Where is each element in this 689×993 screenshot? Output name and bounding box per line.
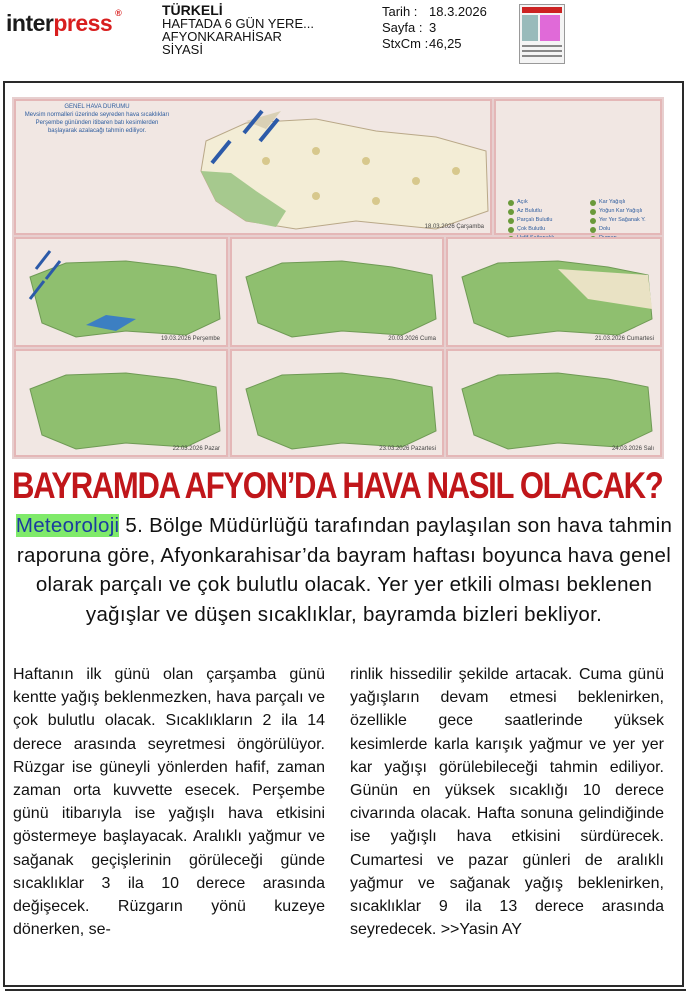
- panel-date: 20.03.2026 Cuma: [388, 336, 436, 342]
- date-label: Tarih :: [382, 4, 418, 19]
- page-thumbnail[interactable]: [519, 4, 565, 64]
- clipping-title: HAFTADA 6 GÜN YERE...: [162, 16, 314, 31]
- legend-item: Çok Bulutlu: [517, 226, 546, 232]
- turkey-map-icon: [448, 239, 662, 347]
- legend-item: Dolu: [599, 226, 611, 232]
- clipping-city: AFYONKARAHİSAR: [162, 29, 282, 44]
- legend-item: Kar Yağışlı: [599, 199, 626, 205]
- article-column-2: rinlik hissedilir şekilde artacak. Cuma günü yağışların devam etmesi beklenirken, özellikle gece saatlerinde yüksek kesimlerde karla karışık yağmur ve yer yer kar yağışı görülebileceği tahmin ediliyor. Günün en yüksek sıcaklığı 10 derece civarında olacak. Hafta sonuna gelindiğinde ise yağışlı hava etkisini sürdürecek. Cumartesi ve pazar günleri de aralıklı yağmur ve sağanak yağış beklenirken, sıcaklıklar 9 ila 13 derece arasında seyredecek. >>Yasin AY: [350, 666, 664, 939]
- legend-item: Yer Yer Sağanak Y.: [599, 217, 646, 223]
- legend-item: Yoğun Kar Yağışlı: [599, 208, 643, 214]
- bottom-rule: [5, 989, 686, 991]
- turkey-map-icon: [232, 351, 444, 457]
- article-lead: [14, 511, 674, 629]
- clipping-header: [0, 0, 689, 72]
- interpress-logo: [6, 8, 122, 37]
- forecast-note-text: Mevsim normalleri üzerinde seyreden hava sıcaklıkları Perşembe gününden itibaren batı kesimlerden başlayarak azalacağı tahmin ediliyor.: [24, 112, 170, 134]
- panel-date: 23.03.2026 Pazartesi: [379, 446, 436, 452]
- turkey-map-icon: [16, 239, 228, 347]
- registered-mark: ®: [115, 8, 122, 18]
- clipping-meta: [382, 4, 487, 52]
- turkey-map-icon: [16, 351, 228, 457]
- article-headline: BAYRAMDA AFYON’DA HAVA NASIL OLACAK?: [12, 465, 663, 506]
- legend-item: Az Bulutlu: [517, 208, 542, 214]
- logo-right-text: press: [53, 10, 113, 36]
- logo-left-text: inter: [6, 10, 54, 36]
- weather-forecast-figure: [12, 97, 664, 459]
- turkey-map-icon: [232, 239, 444, 347]
- panel-date: 18.03.2026 Çarşamba: [424, 224, 484, 230]
- map-panel-saturday: [446, 237, 662, 347]
- page-label: Sayfa :: [382, 20, 423, 35]
- map-panel-thursday: [14, 237, 228, 347]
- panel-date: 24.03.2026 Salı: [611, 446, 654, 452]
- panel-date: 21.03.2026 Cumartesi: [594, 336, 654, 342]
- map-panel-tuesday: [446, 349, 662, 457]
- turkey-map-icon: [448, 351, 662, 457]
- publication-info: [162, 4, 314, 56]
- stxcm-label: StxCm :: [382, 36, 429, 51]
- map-panel-monday: [230, 349, 444, 457]
- map-panel-friday: [230, 237, 444, 347]
- map-panel-wednesday: [14, 99, 492, 235]
- panel-date: 19.03.2026 Perşembe: [160, 336, 220, 342]
- page-value: 3: [429, 20, 437, 35]
- stxcm-value: 46,25: [429, 36, 462, 51]
- map-panel-sunday: [14, 349, 228, 457]
- lead-highlight: Meteoroloji: [15, 514, 120, 537]
- lead-text: 5. Bölge Müdürlüğü tarafından paylaşılan son hava tahmin raporuna göre, Afyonkarahisar’da bayram haftası boyunca hava genel olarak parçalı ve çok bulutlu olacak. Yer yer etkili olması beklenen yağışlar ve düşen sıcaklıklar, bayramda bizleri bekliyor.: [16, 514, 673, 626]
- article-column-1: Haftanın ilk günü olan çarşamba günü kentte yağış beklenmezken, hava parçalı ve çok bulutlu olacak. Sıcaklıkların 2 ila 14 derece arasında seyretmesi öngörülüyor. Rüzgar ise güneyli yönlerden hafif, zaman zaman orta kuvvette esecek. Perşembe günü itibarıyla ise yağışlı hava etkisini göstermeye başlayacak. Aralıklı yağmur ve sağanak geçişlerinin görüleceği günde sıcaklıklar 3 ila 10 derece arasında değişecek. Rüzgarın yönü kuzeye dönerken, se-: [13, 666, 325, 939]
- panel-date: 22.03.2026 Pazar: [172, 446, 220, 452]
- forecast-note-title: GENEL HAVA DURUMU: [64, 104, 130, 110]
- date-value: 18.3.2026: [429, 4, 487, 19]
- clipping-section: SİYASİ: [162, 42, 203, 57]
- forecast-note: [22, 103, 172, 167]
- publication-name: TÜRKELİ: [162, 2, 223, 18]
- legend-item: Açık: [517, 199, 528, 205]
- legend-item: Parçalı Bulutlu: [517, 217, 553, 223]
